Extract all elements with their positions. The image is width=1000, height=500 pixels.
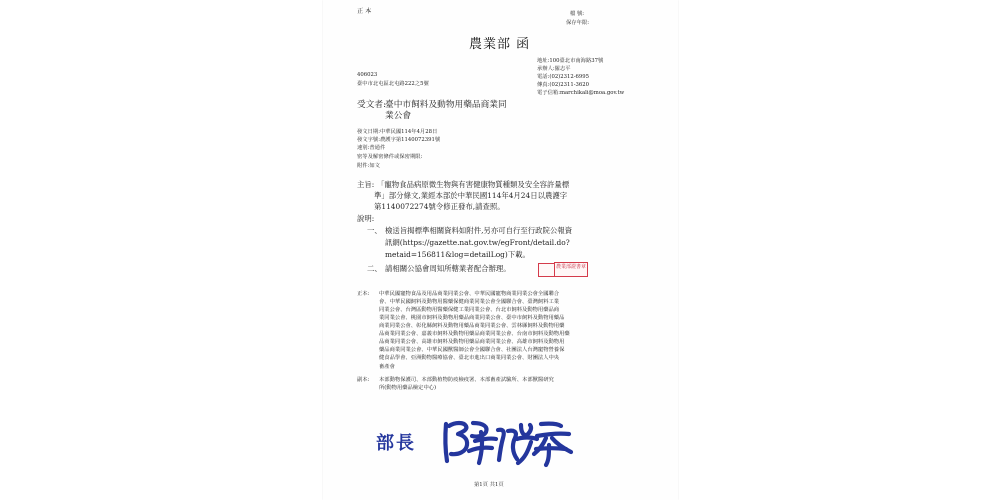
minister-title: 部長 xyxy=(376,433,416,454)
explanation-item1-line2: 訊網(https://gazette.nat.gov.tw/egFront/detail.do? xyxy=(385,238,570,247)
page-number: 第1頁 共1頁 xyxy=(474,482,504,488)
main-distribution-line-3: 同業公會、台灣區動物用醫藥保健工業同業公會、台北市飼料及動物用藥品商 xyxy=(379,307,560,313)
explanation-item1-number: 一、 xyxy=(367,226,382,235)
copy-distribution-line-2: 所(動物用藥品檢定中心) xyxy=(379,385,437,391)
copy-distribution-label: 副本: xyxy=(357,377,370,383)
secondary-stamp xyxy=(538,263,555,277)
handwritten-signature xyxy=(431,414,581,469)
meta-speed: 速別:普通件 xyxy=(357,145,386,151)
main-distribution-line-9: 健食品學會、亞洲動物醫療協會、臺北市進出口商業同業公會、財團法人中央 xyxy=(379,355,560,361)
meta-date: 發文日期:中華民國114年4月28日 xyxy=(357,129,438,135)
sender-fax: 傳真:(02)2311-3620 xyxy=(537,82,590,88)
main-distribution-line-10: 畜產會 xyxy=(379,364,395,370)
subject-line-1: 「寵物食品病原微生物與有害健康物質種類及安全容許量標 xyxy=(377,180,570,189)
subject-label: 主旨: xyxy=(357,180,375,189)
recipient-postal-code: 406023 xyxy=(357,72,378,78)
main-distribution-line-8: 藥品商業同業公會、中華民國獸醫師公會全國聯合會、社團法人台灣寵物營養保 xyxy=(379,347,565,353)
signature-svg xyxy=(431,414,581,469)
main-distribution-line-2: 會、中華民國飼料及動物用醫藥保健商業同業公會全國聯合會、臺灣飼料工業 xyxy=(379,299,560,305)
sender-phone: 電話:(02)2312-6995 xyxy=(537,74,590,80)
main-distribution-line-5: 商業同業公會、彰化縣飼料及動物用藥品商業同業公會、雲林縣飼料及動物用藥 xyxy=(379,323,565,329)
official-seal xyxy=(554,262,588,277)
retention-label: 保存年限: xyxy=(566,20,589,26)
meta-classification: 密等及解密條件或保密期限: xyxy=(357,154,423,160)
explanation-item2-number: 二、 xyxy=(367,264,382,273)
explanation-item2-text: 請相關公協會周知所轄業者配合辦理。 xyxy=(385,264,511,273)
explanation-item1-line3: metaid=156811&log=detailLog)下載。 xyxy=(385,250,530,259)
copy-mark: 正 本 xyxy=(357,8,372,15)
subject-line-3: 第1140072274號令修正發布,請查照。 xyxy=(374,202,505,211)
sender-email: 電子信箱:marchikali@moa.gov.tw xyxy=(537,90,625,96)
recipient-address: 臺中市北屯區北屯路222之5號 xyxy=(357,81,429,87)
copy-distribution-line-1: 本部動物保護司、本部動植物防疫檢疫署、本部畜產試驗所、本部獸醫研究 xyxy=(379,377,554,383)
main-distribution-line-7: 品商業同業公會、高雄市飼料及動物用藥品商業同業公會、高雄市飼料及動物用 xyxy=(379,339,565,345)
meta-attachment: 附件:如文 xyxy=(357,163,380,169)
main-distribution-line-6: 品商業同業公會、嘉義市飼料及動物用藥品商業同業公會、台南市飼料及動物用藥 xyxy=(379,331,570,337)
main-distribution-line-4: 業同業公會、桃園市飼料及動物用藥品商業同業公會、臺中市飼料及動物用藥品 xyxy=(379,315,565,321)
recipient-name-line1: 臺中市飼料及動物用藥品商業同 xyxy=(385,100,507,110)
sender-contact: 承辦人:羅志平 xyxy=(537,66,571,72)
recipient-label: 受文者: xyxy=(357,100,386,110)
main-distribution-line-1: 中華民國寵物食品及用品商業同業公會、中華民國寵物商業同業公會全國聯合 xyxy=(379,291,560,297)
official-seal-text: 農業部證書章 xyxy=(555,264,586,270)
explanation-item1-line1: 檢送旨揭標準相關資料如附件,另亦可自行至行政院公報資 xyxy=(385,226,573,235)
main-distribution-label: 正本: xyxy=(357,291,370,297)
explanation-label: 說明: xyxy=(357,214,375,223)
file-number-label: 檔 號: xyxy=(570,11,585,17)
meta-doc-number: 發文字號:農護字第1140072391號 xyxy=(357,137,441,143)
subject-line-2: 準」部分條文,業經本部於中華民國114年4月24日以農護字 xyxy=(374,191,568,200)
document-title: 農業部 函 xyxy=(469,37,531,52)
sender-address: 地址:100臺北市南海路37號 xyxy=(537,58,604,64)
recipient-name-line2: 業公會 xyxy=(385,111,412,121)
